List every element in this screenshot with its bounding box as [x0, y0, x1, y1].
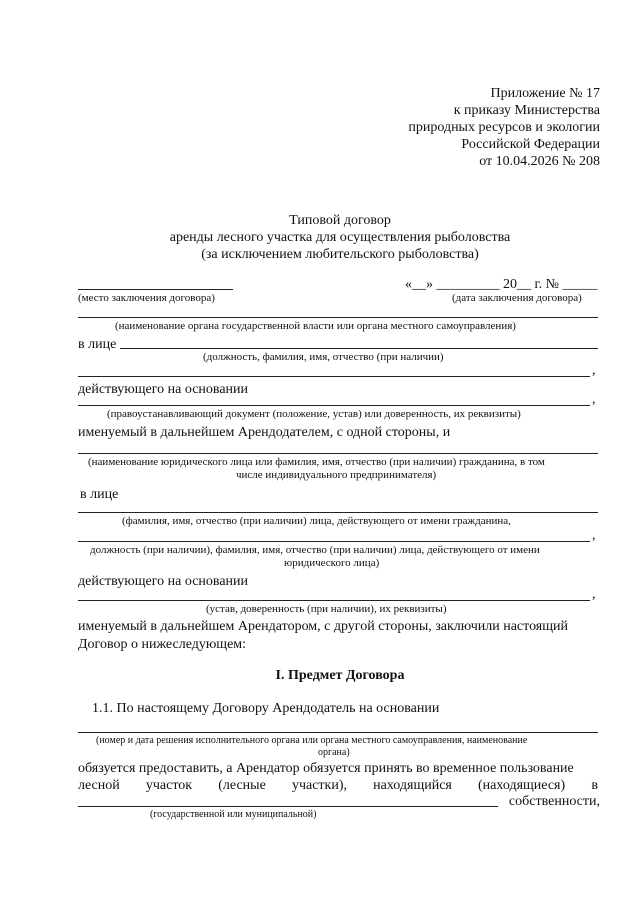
lessee-rep-line [78, 512, 598, 513]
word: в [591, 778, 598, 793]
lessor-in-person-label: в лице [78, 337, 117, 352]
decision-caption-1: (номер и дата решения исполнительного органа или органа местного самоуправления, наименование [96, 735, 528, 746]
lessee-rep-line-2 [78, 541, 590, 542]
lessee-basis-caption: (устав, доверенность (при наличии), их реквизиты) [206, 603, 447, 615]
decision-caption-2: органа) [318, 747, 350, 758]
lessor-acting-basis: действующего на основании [78, 382, 249, 397]
authority-blank-line [78, 317, 598, 318]
decision-blank-line [78, 732, 598, 733]
date-blank: «__» _________ 20__ г. № _____ [405, 277, 598, 292]
word: лесной [78, 778, 120, 793]
appendix-line-2: к приказу Министерства [453, 103, 600, 118]
lessor-document-caption: (правоустанавливающий документ (положение, устав) или доверенность, их реквизиты) [107, 408, 521, 420]
word: (лесные [218, 778, 266, 793]
lessee-acting-basis: действующего на основании [78, 574, 249, 589]
word: находящийся [373, 778, 452, 793]
lessor-referred-as: именуемый в дальнейшем Арендодателем, с одной стороны, и [78, 425, 451, 440]
section-heading: I. Предмет Договора [275, 668, 405, 683]
authority-caption: (наименование органа государственной власти или органа местного самоуправления) [115, 320, 516, 332]
ownership-blank-line [78, 806, 498, 807]
lessor-position-line [120, 348, 598, 349]
lessee-name-caption-1: (наименование юридического лица или фамилия, имя, отчество (при наличии) гражданина, в том [88, 456, 545, 468]
lessor-document-line [78, 405, 590, 406]
lessee-referred-as-1: именуемый в дальнейшем Арендатором, с другой стороны, заключили настоящий [78, 619, 568, 634]
lessee-basis-line [78, 600, 590, 601]
ownership-word: собственности, [508, 794, 600, 809]
justified-line [78, 777, 598, 794]
title-line-2: аренды лесного участка для осуществления рыболовства [169, 230, 511, 245]
place-blank-line [78, 289, 233, 290]
word: (находящиеся) [478, 778, 566, 793]
lessor-continuation-line [78, 376, 590, 377]
lessee-name-line [78, 453, 598, 454]
title-line-3: (за исключением любительского рыболовства) [201, 247, 479, 262]
appendix-line-3: природных ресурсов и экологии [408, 120, 600, 135]
comma-mark: , [592, 587, 596, 602]
place-caption: (место заключения договора) [78, 292, 215, 304]
word: участки), [291, 778, 347, 793]
comma-mark: , [592, 392, 596, 407]
appendix-line-1: Приложение № 17 [490, 86, 600, 101]
lessee-rep-caption: (фамилия, имя, отчество (при наличии) лица, действующего от имени гражданина, [122, 515, 511, 527]
ownership-caption: (государственной или муниципальной) [150, 809, 317, 820]
obligation-line: обязуется предоставить, а Арендатор обязуется принять во временное пользование [78, 761, 574, 776]
title-line-1: Типовой договор [289, 213, 391, 228]
word: участок [145, 778, 193, 793]
date-caption: (дата заключения договора) [452, 292, 582, 304]
appendix-line-4: Российской Федерации [461, 137, 600, 152]
comma-mark: , [592, 528, 596, 543]
paragraph-1-1: 1.1. По настоящему Договору Арендодатель на основании [92, 701, 440, 716]
comma-mark: , [592, 363, 596, 378]
lessor-position-caption: (должность, фамилия, имя, отчество (при наличии) [203, 351, 444, 363]
lessee-rep-caption-2: должность (при наличии), фамилия, имя, отчество (при наличии) лица, действующего от имени [90, 544, 540, 556]
lessee-referred-as-2: Договор о нижеследующем: [78, 637, 247, 652]
lessee-rep-caption-3: юридического лица) [284, 557, 380, 569]
lessee-name-caption-2: числе индивидуального предпринимателя) [236, 469, 437, 481]
lessee-in-person-label: в лице [80, 487, 119, 502]
appendix-line-5: от 10.04.2026 № 208 [479, 154, 600, 169]
